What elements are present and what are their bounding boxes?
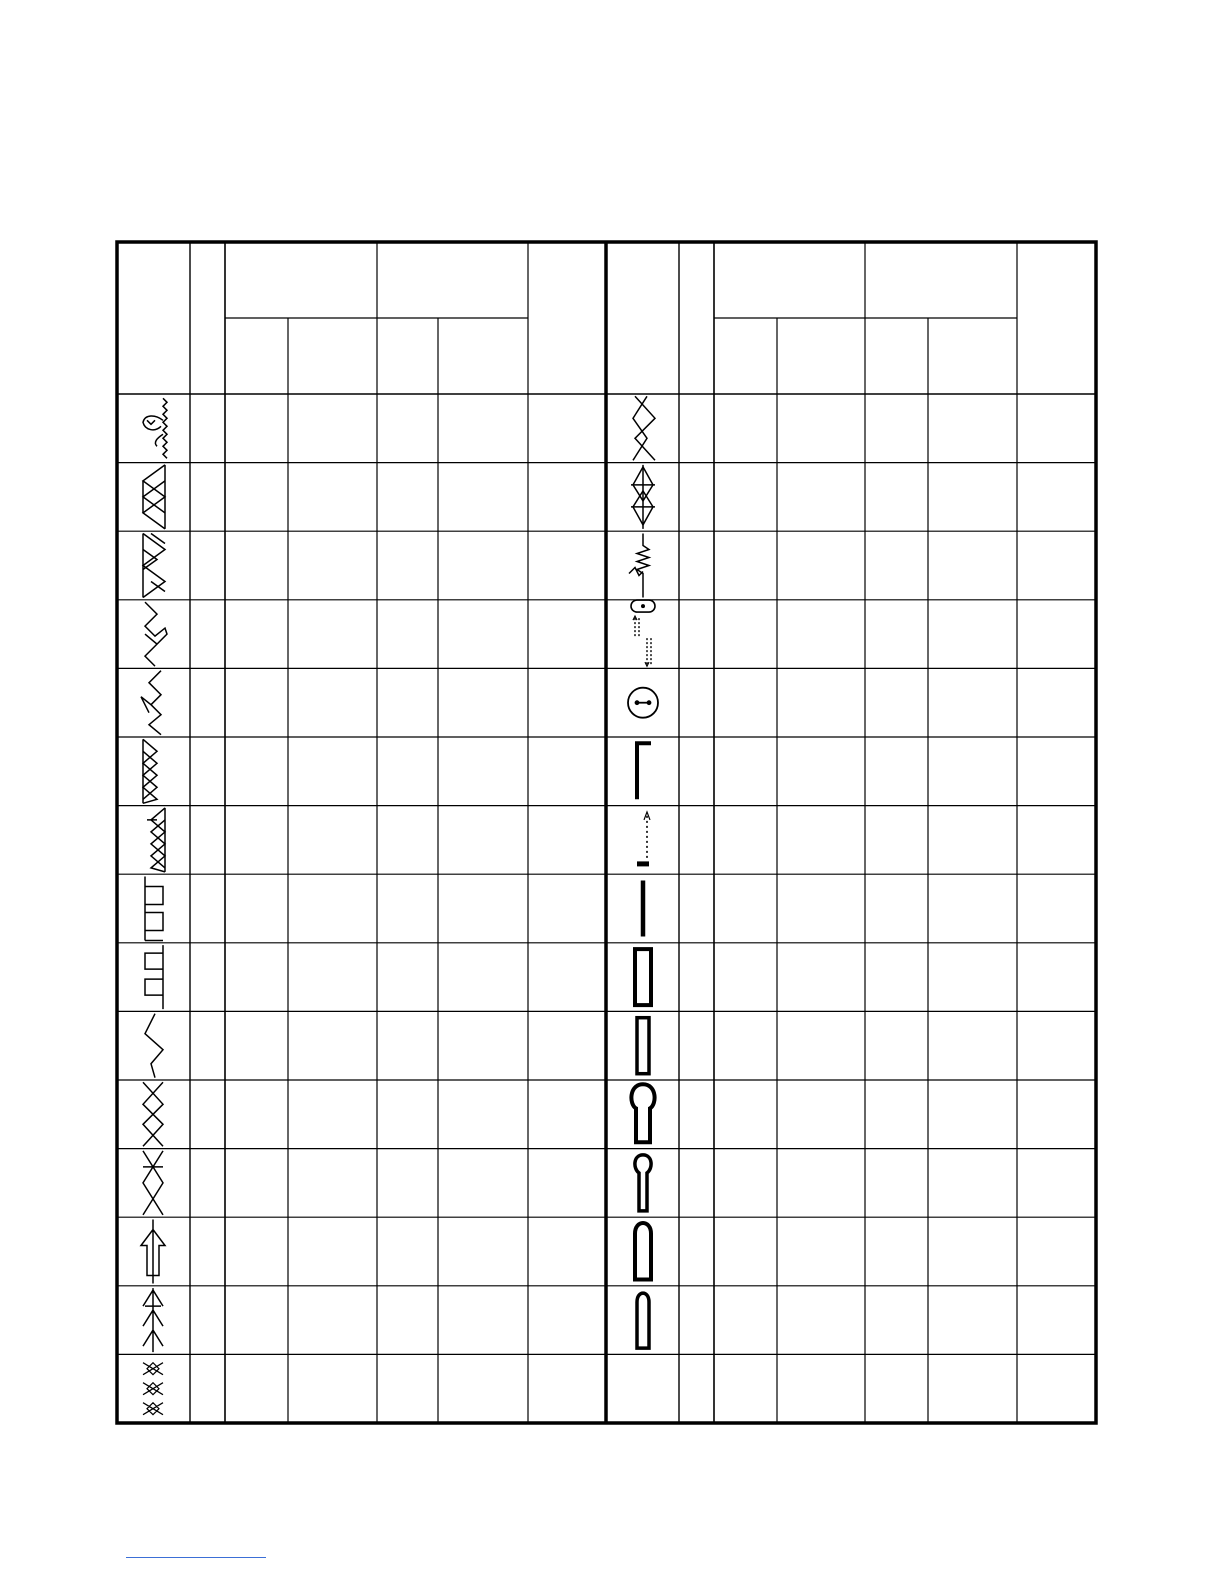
icon-stroke xyxy=(631,1084,654,1142)
single-zigzag-icon xyxy=(145,1014,163,1078)
table-grid xyxy=(117,242,1096,1423)
icon-stroke xyxy=(629,534,649,598)
icon-stroke xyxy=(635,618,651,666)
buttonhole-dot xyxy=(641,604,645,608)
right-stitch-icons xyxy=(628,396,658,1348)
icon-stroke xyxy=(143,534,165,598)
double-zigzag-triangle-icon xyxy=(143,465,165,529)
icon-stroke xyxy=(141,671,161,735)
icon-stroke xyxy=(141,1220,165,1284)
button-sew-icon xyxy=(628,688,658,718)
icon-stroke xyxy=(155,434,163,446)
diamond-zigzag-variant-icon xyxy=(141,671,161,735)
narrow-buttonhole-icon xyxy=(637,1018,649,1074)
icon-stroke xyxy=(143,481,165,513)
buttonhole-sequence-icon xyxy=(631,600,655,666)
buttonhole-rect xyxy=(635,949,651,1005)
icon-stroke xyxy=(145,1014,163,1078)
icon-stroke xyxy=(637,743,651,799)
stacked-diamond-icon xyxy=(143,739,157,803)
icon-stroke xyxy=(633,396,655,460)
stacked-triangle-diamond-icon xyxy=(147,808,165,872)
keyhole-buttonhole-icon xyxy=(631,1084,654,1142)
icon-stroke xyxy=(637,1293,649,1348)
icon-stroke xyxy=(143,1082,163,1146)
icon-stroke xyxy=(163,398,167,458)
double-diamond-stitch-icon xyxy=(631,465,655,529)
square-blanket-stitch-right-icon xyxy=(145,945,163,1009)
cross-stitch-icon xyxy=(143,1151,163,1215)
footer-rule xyxy=(126,1557,266,1558)
darning-stitch-icon xyxy=(637,812,650,864)
icon-stroke xyxy=(143,751,157,799)
triple-chevron-triangle-icon xyxy=(143,534,165,598)
icon-stroke xyxy=(145,945,163,1009)
cross-diamond-stitch-icon xyxy=(143,1082,163,1146)
icon-stroke xyxy=(145,602,167,666)
icon-stroke xyxy=(143,416,163,430)
buttonhole-rect xyxy=(637,1018,649,1074)
icon-stroke xyxy=(145,877,163,941)
round-end-buttonhole-icon xyxy=(635,1223,651,1280)
narrow-keyhole-buttonhole-icon xyxy=(635,1155,651,1211)
icon-stroke xyxy=(143,1151,163,1215)
button-hole xyxy=(635,700,640,705)
icon-stroke xyxy=(635,1155,651,1211)
left-stitch-icons xyxy=(141,398,167,1414)
arrowhead-stitch-icon xyxy=(143,1288,163,1352)
icon-stroke xyxy=(143,465,165,529)
icon-stroke xyxy=(147,820,165,868)
square-blanket-stitch-icon xyxy=(145,877,163,941)
bowtie-stitch-icon xyxy=(633,396,655,460)
icon-stroke xyxy=(143,1288,163,1352)
zigzag-wave-stitch-icon xyxy=(629,534,649,598)
narrow-round-end-buttonhole-icon xyxy=(637,1293,649,1348)
square-buttonhole-icon xyxy=(635,949,651,1005)
arrow-stitch-icon xyxy=(141,1220,165,1284)
icon-stroke xyxy=(635,1223,651,1280)
diamond-zigzag-icon xyxy=(145,602,167,666)
button-hole xyxy=(647,700,652,705)
lace-shell-stitch-icon xyxy=(143,398,167,458)
decorative-knot-stitch-icon xyxy=(143,1363,163,1415)
icon-stroke xyxy=(631,465,655,529)
icon-stroke xyxy=(143,1363,163,1415)
bartack-corner-icon xyxy=(637,743,651,799)
